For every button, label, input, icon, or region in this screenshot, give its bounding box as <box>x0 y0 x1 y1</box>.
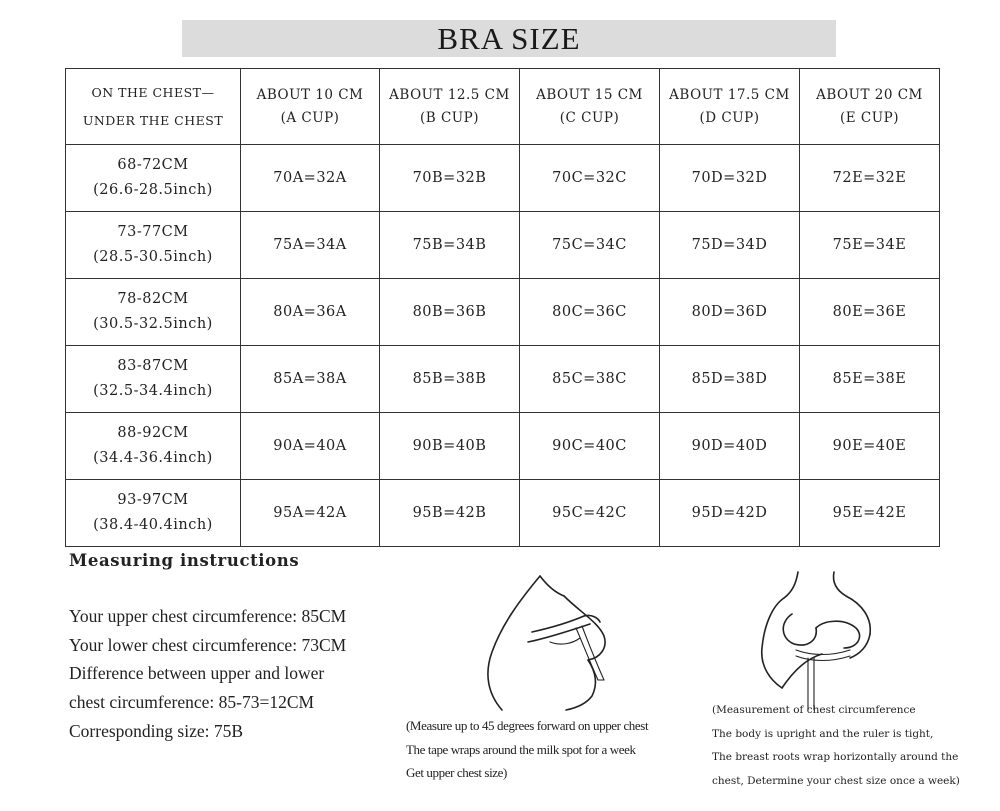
under-chest-range <box>66 279 241 346</box>
instruction-line: Your upper chest circumference: 85CM <box>69 606 347 626</box>
column-header-diff: ABOUT 10 CM <box>256 86 364 103</box>
table-row <box>66 145 940 212</box>
size-cell: 95B=42B <box>380 480 520 547</box>
caption-line: The body is upright and the ruler is tight, <box>712 727 934 740</box>
range-inch: (38.4-40.4inch) <box>93 517 213 533</box>
instruction-line: Your lower chest circumference: 73CM <box>69 634 347 655</box>
under-chest-range <box>66 480 241 547</box>
column-header-cup: (C CUP) <box>559 109 620 126</box>
instructions-text <box>69 602 399 746</box>
corner-line-upper: ON THE CHEST— <box>91 85 215 100</box>
size-cell: 85C=38C <box>520 346 660 413</box>
table-row <box>66 212 940 279</box>
size-cell: 70A=32A <box>241 145 380 212</box>
range-inch: (28.5-30.5inch) <box>93 249 213 265</box>
column-header-diff: ABOUT 17.5 CM <box>669 86 790 103</box>
caption-line: (Measurement of chest circumference <box>712 704 916 716</box>
size-cell: 75A=34A <box>241 212 380 279</box>
column-header-diff: ABOUT 15 CM <box>536 86 643 103</box>
instruction-line: chest circumference: 85-73=12CM <box>69 692 315 713</box>
caption-line: (Measure up to 45 degrees forward on upper chest <box>406 718 649 733</box>
caption-line: Get upper chest size) <box>406 765 507 780</box>
size-cell: 75E=34E <box>800 212 940 279</box>
size-cell: 95D=42D <box>660 480 800 547</box>
header-row <box>66 69 940 145</box>
size-cell: 75B=34B <box>380 212 520 279</box>
range-cm: 68-72CM <box>117 156 189 173</box>
size-cell: 85B=38B <box>380 346 520 413</box>
size-cell: 75C=34C <box>520 212 660 279</box>
range-inch: (30.5-32.5inch) <box>93 316 213 332</box>
table-row <box>66 480 940 547</box>
under-chest-range <box>66 212 241 279</box>
under-chest-range <box>66 346 241 413</box>
size-cell: 80B=36B <box>380 279 520 346</box>
size-cell: 90C=40C <box>520 413 660 480</box>
instruction-line: Corresponding size: 75B <box>69 720 244 741</box>
size-cell: 70D=32D <box>660 145 800 212</box>
range-cm: 83-87CM <box>117 357 189 374</box>
column-header-e-cup <box>800 69 940 145</box>
size-cell: 95A=42A <box>241 480 380 547</box>
column-header-cup: (A CUP) <box>280 109 340 126</box>
table-row <box>66 346 940 413</box>
corner-line-under: UNDER THE CHEST <box>82 112 224 128</box>
range-inch: (26.6-28.5inch) <box>93 182 213 198</box>
size-cell: 72E=32E <box>800 145 940 212</box>
upper-chest-caption <box>406 714 691 785</box>
size-cell: 80A=36A <box>241 279 380 346</box>
caption-line: chest, Determine your chest size once a week) <box>712 774 960 787</box>
column-header-a-cup <box>241 69 380 145</box>
size-cell: 70B=32B <box>380 145 520 212</box>
column-header-b-cup <box>380 69 520 145</box>
table-row <box>66 413 940 480</box>
column-header-cup: (B CUP) <box>419 109 480 126</box>
size-cell: 85A=38A <box>241 346 380 413</box>
size-cell: 90D=40D <box>660 413 800 480</box>
column-header-cup: (D CUP) <box>699 109 760 126</box>
caption-line: The tape wraps around the milk spot for a week <box>406 741 636 757</box>
size-cell: 85E=38E <box>800 346 940 413</box>
size-cell: 90B=40B <box>380 413 520 480</box>
column-header-cup: (E CUP) <box>840 109 899 126</box>
column-header-diff: ABOUT 20 CM <box>816 86 923 103</box>
bra-size-table <box>65 68 940 547</box>
table-row <box>66 279 940 346</box>
under-chest-range <box>66 145 241 212</box>
instructions-title: Measuring instructions <box>69 551 300 570</box>
column-header-c-cup <box>520 69 660 145</box>
column-header-d-cup <box>660 69 800 145</box>
size-cell: 75D=34D <box>660 212 800 279</box>
size-cell: 95C=42C <box>520 480 660 547</box>
column-header-diff: ABOUT 12.5 CM <box>389 86 510 103</box>
size-cell: 90E=40E <box>800 413 940 480</box>
size-cell: 80D=36D <box>660 279 800 346</box>
range-cm: 78-82CM <box>117 290 189 307</box>
range-inch: (32.5-34.4inch) <box>93 383 213 399</box>
page-title: BRA SIZE <box>437 20 581 56</box>
instruction-line: Difference between upper and lower <box>69 663 325 684</box>
range-inch: (34.4-36.4inch) <box>93 450 213 466</box>
range-cm: 93-97CM <box>117 491 189 508</box>
lower-chest-measuring-figure-icon <box>752 570 892 712</box>
under-chest-range <box>66 413 241 480</box>
size-cell: 80E=36E <box>800 279 940 346</box>
range-cm: 88-92CM <box>117 424 189 441</box>
corner-header <box>66 69 241 145</box>
size-cell: 80C=36C <box>520 279 660 346</box>
size-cell: 85D=38D <box>660 346 800 413</box>
range-cm: 73-77CM <box>117 223 189 240</box>
caption-line: The breast roots wrap horizontally around the <box>712 751 959 763</box>
lower-chest-caption <box>712 699 997 793</box>
upper-chest-measuring-figure-icon <box>480 572 640 714</box>
size-cell: 95E=42E <box>800 480 940 547</box>
size-cell: 70C=32C <box>520 145 660 212</box>
title-banner <box>182 20 836 57</box>
size-cell: 90A=40A <box>241 413 380 480</box>
